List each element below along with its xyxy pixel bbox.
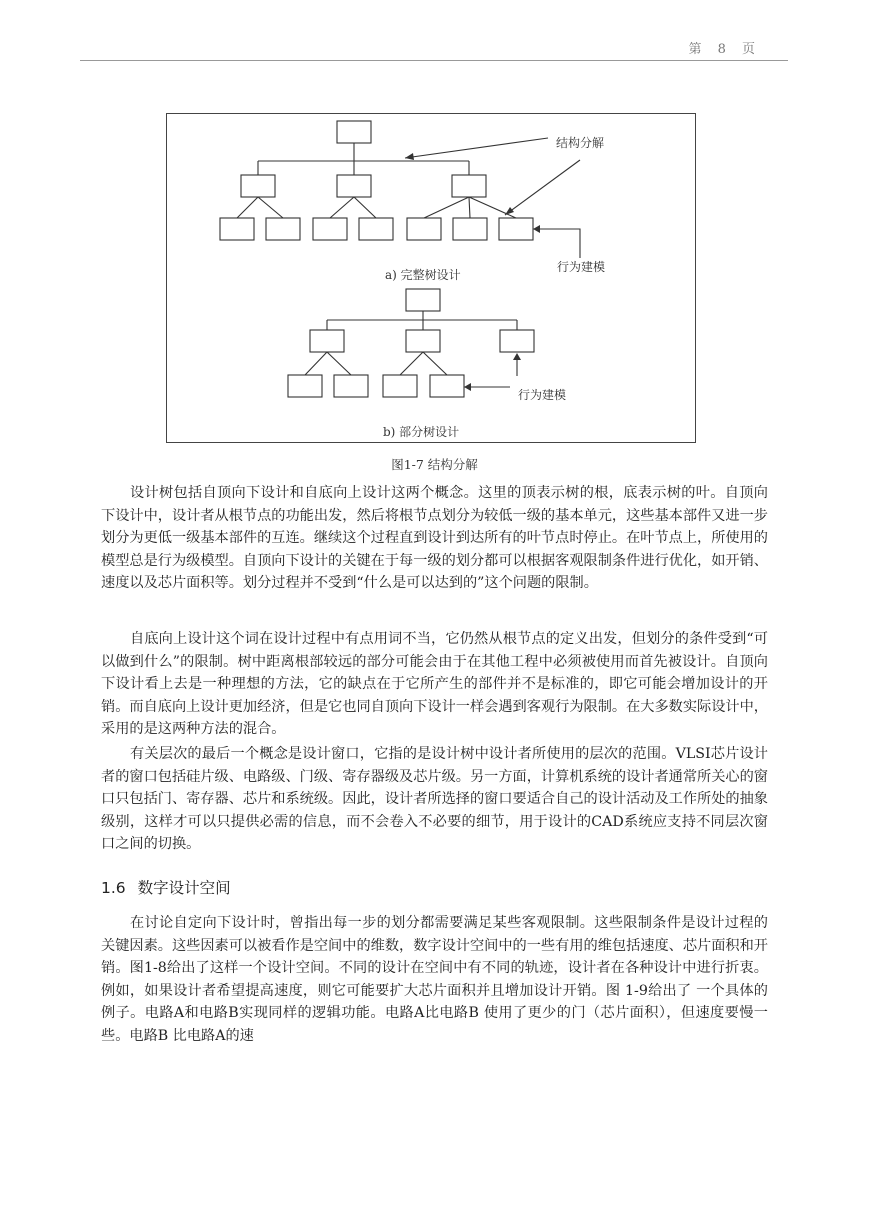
tree-a-root-connectors xyxy=(258,143,469,175)
tree-b-root-node xyxy=(406,289,440,311)
tree-a-root-node xyxy=(337,121,371,143)
behavior-arrowhead-b1 xyxy=(513,353,521,360)
behavior-arrow-line-a xyxy=(533,229,580,258)
tree-a-middle-leaf-connectors xyxy=(330,197,376,218)
structure-decomposition-label: 结构分解 xyxy=(556,136,605,150)
tree-b-level1-node-middle xyxy=(406,330,440,352)
section-title: 数字设计空间 xyxy=(137,879,231,897)
tree-b-middle-leaf-connectors xyxy=(400,352,447,375)
body-paragraph: 有关层次的最后一个概念是设计窗口，它指的是设计树中设计者所使用的层次的范围。VLSI芯片设计者的窗口包括硅片级、电路级、门级、寄存器级及芯片级。另一方面，计算机系统的设计者通常所关心的窗口只包括门、寄存器、芯片和系统级。因此，设计者所选择的窗口要适合自己的设计活动及工作所处的抽象级别，这样才可以只提供必需的信息，而不会卷入不必要的细节，用于设计的CAD系统应支持不同层次窗口之间的切换。 xyxy=(101,746,768,853)
tree-a-leaf-node xyxy=(220,218,254,240)
tree-a-leaf-node xyxy=(407,218,441,240)
behavior-modeling-label-a: 行为建模 xyxy=(557,260,606,274)
section-number: 1.6 xyxy=(101,879,126,897)
tree-b-level1-node-left xyxy=(310,330,344,352)
tree-b-left-leaf-connectors xyxy=(305,352,351,375)
tree-a-level1-node-right xyxy=(452,175,486,197)
body-paragraph: 自底向上设计这个词在设计过程中有点用词不当，它仍然从根节点的定义出发，但划分的条件受到“可以做到什么”的限制。树中距离根部较远的部分可能会由于在其他工程中必须被使用而首先被设计。自顶向下设计看上去是一种理想的方法，它的缺点在于它所产生的部件并不是标准的，即它可能会增加设计的开销。而自底向上设计更加经济，但是它也同自顶向下设计一样会遇到客观行为限制。在大多数实际设计中，采用的是这两种方法的混合。 xyxy=(101,631,768,738)
structure-arrow-line-2 xyxy=(505,160,580,215)
behavior-arrowhead-b2 xyxy=(464,383,471,391)
tree-b-level1-node-right xyxy=(500,330,534,352)
tree-a-leaf-node xyxy=(359,218,393,240)
tree-b-leaf-node xyxy=(430,375,464,397)
figure-caption: 图1-7 结构分解 xyxy=(391,457,478,472)
tree-a-level1-node-left xyxy=(241,175,275,197)
tree-b-leaf-node xyxy=(383,375,417,397)
tree-a-leaf-node xyxy=(266,218,300,240)
tree-a-leaf-node xyxy=(499,218,533,240)
tree-b-root-connectors xyxy=(327,311,517,330)
tree-b-leaf-node xyxy=(288,375,322,397)
tree-a-level1-node-middle xyxy=(337,175,371,197)
structure-arrowhead xyxy=(405,153,414,160)
tree-a-leaf-node xyxy=(453,218,487,240)
subfigure-a-label: a) 完整树设计 xyxy=(385,268,461,282)
section-heading xyxy=(101,876,231,898)
tree-a-right-leaf-connectors xyxy=(424,197,516,218)
page-number: 第 8 页 xyxy=(688,42,761,57)
tree-a-leaf-node xyxy=(313,218,347,240)
behavior-modeling-label-b: 行为建模 xyxy=(518,388,567,402)
tree-a-left-leaf-connectors xyxy=(237,197,283,218)
subfigure-b-label: b) 部分树设计 xyxy=(383,425,460,439)
structure-arrowhead-2 xyxy=(505,207,514,215)
structure-decomposition-diagram xyxy=(0,0,869,460)
structure-arrow-line xyxy=(405,138,548,158)
behavior-arrowhead-a xyxy=(533,225,540,233)
tree-b-leaf-node xyxy=(334,375,368,397)
body-paragraph: 在讨论自定向下设计时，曾指出每一步的划分都需要满足某些客观限制。这些限制条件是设计过程的关键因素。这些因素可以被看作是空间中的维数，数字设计空间中的一些有用的维包括速度、芯片面积和开销。图1-8给出了这样一个设计空间。不同的设计在空间中有不同的轨迹，设计者在各种设计中进行折衷。例如，如果设计者希望提高速度，则它可能要扩大芯片面积并且增加设计开销。图 1-9给出了 一个具体的例子。电路A和电路B实现同样的逻辑功能。电路A比电路B 使用了更少的门（芯片面积），但速度要慢一些。电路B 比电路A的速 xyxy=(101,915,768,1044)
body-paragraph: 设计树包括自顶向下设计和自底向上设计这两个概念。这里的顶表示树的根，底表示树的叶。自顶向下设计中，设计者从根节点的功能出发，然后将根节点划分为较低一级的基本单元，这些基本部件又进一步划分为更低一级基本部件的互连。继续这个过程直到设计到达所有的叶节点时停止。在叶节点上，所使用的模型总是行为级模型。自顶向下设计的关键在于每一级的划分都可以根据客观限制条件进行优化，如开销、速度以及芯片面积等。划分过程并不受到“什么是可以达到的”这个问题的限制。 xyxy=(101,485,768,592)
